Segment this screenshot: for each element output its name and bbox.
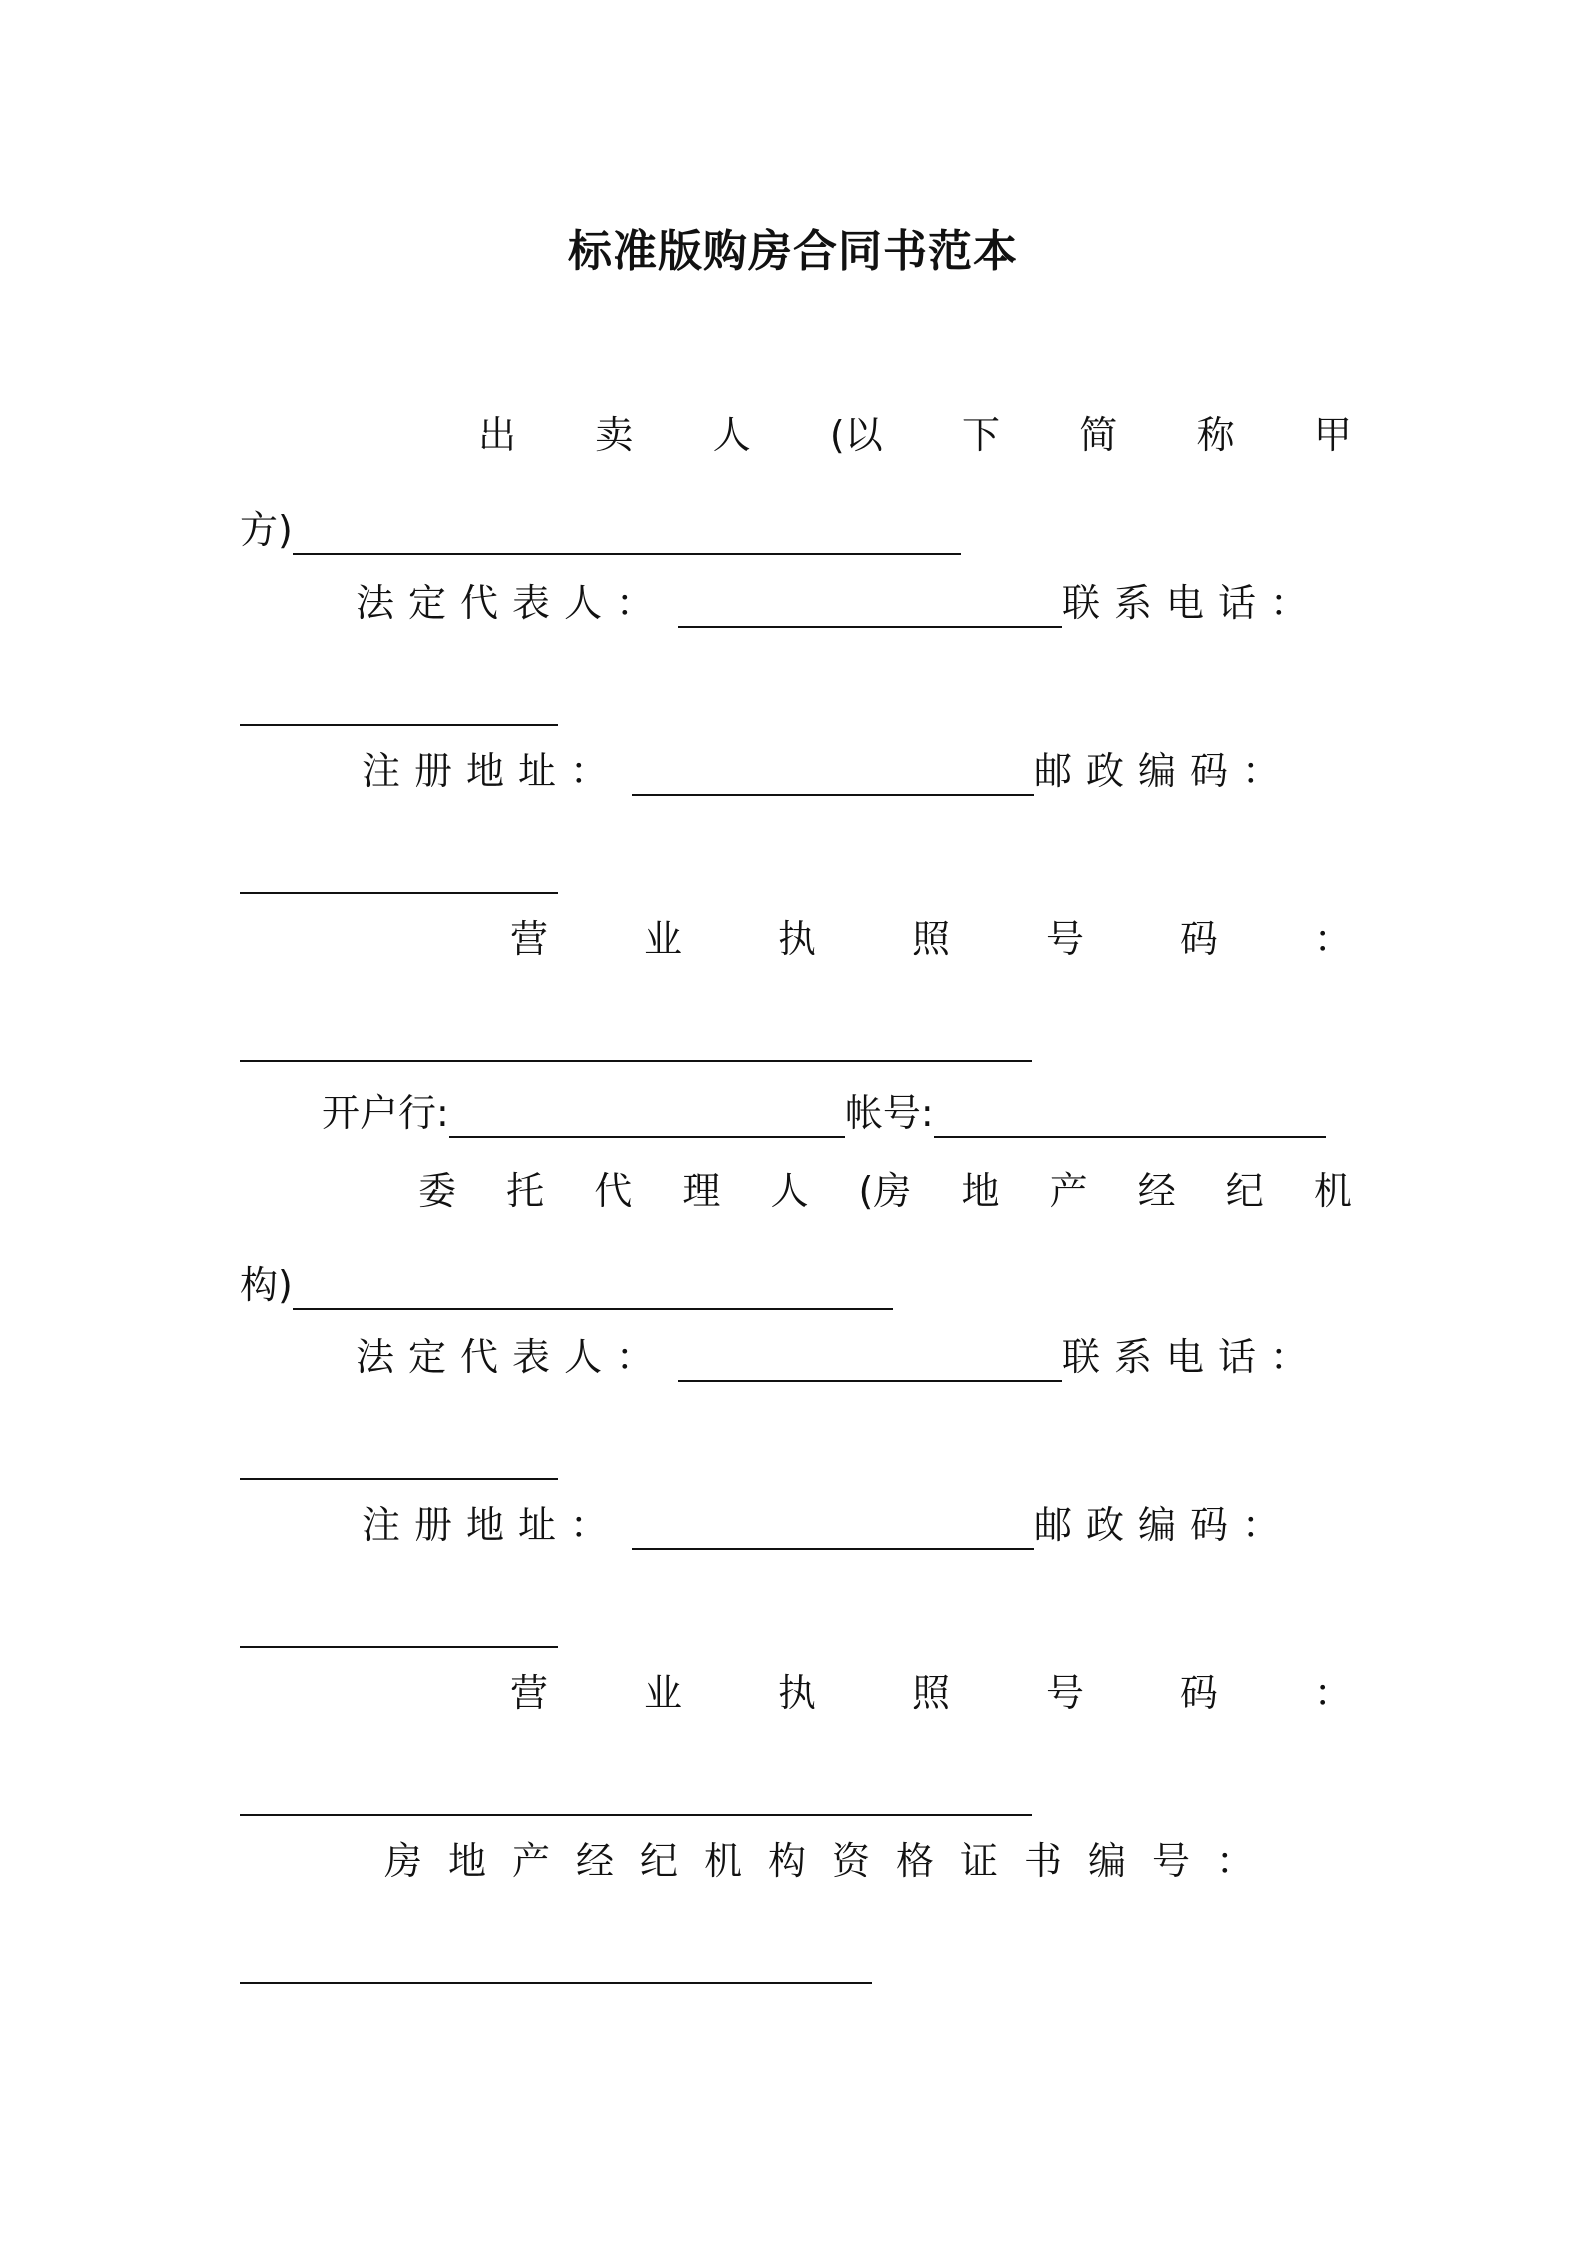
seller-license-label-char: ： xyxy=(1313,917,1352,961)
agent-label-char: 产 xyxy=(1049,1169,1088,1213)
agent-label-char: 理 xyxy=(682,1169,721,1213)
seller-bank-label: 开户行: xyxy=(322,1091,449,1135)
seller-name-line xyxy=(240,505,1352,555)
agent-name-field[interactable] xyxy=(293,1274,893,1310)
seller-legal-rep-label: 法定代表人： xyxy=(356,581,669,625)
seller-license-label-char: 业 xyxy=(643,917,682,961)
seller-label-char: (以 xyxy=(829,413,883,457)
agent-license-label-char: 号 xyxy=(1045,1671,1084,1715)
seller-license-label-char: 营 xyxy=(510,917,549,961)
seller-label-char: 称 xyxy=(1196,413,1235,457)
seller-label-char: 人 xyxy=(712,413,751,457)
agent-license-label-char: 营 xyxy=(510,1671,549,1715)
agent-name-line xyxy=(240,1260,1352,1310)
agent-label-char: (房 xyxy=(858,1169,912,1213)
seller-label-char: 下 xyxy=(962,413,1001,457)
agent-label-char: 纪 xyxy=(1225,1169,1264,1213)
agent-legal-rep-label: 法定代表人： xyxy=(356,1335,669,1379)
agent-cert-label-line xyxy=(384,1836,1352,1886)
agent-label-char: 委 xyxy=(418,1169,457,1213)
agent-license-field[interactable] xyxy=(240,1780,1032,1816)
seller-label-char: 甲 xyxy=(1313,413,1352,457)
seller-label-char: 出 xyxy=(478,413,517,457)
seller-account-label: 帐号: xyxy=(844,1091,934,1135)
seller-postcode-line xyxy=(240,858,1352,894)
agent-label-char: 地 xyxy=(961,1169,1000,1213)
document-title: 标准版购房合同书范本 xyxy=(568,226,1018,277)
seller-license-label-line xyxy=(510,914,1352,964)
seller-address-field[interactable] xyxy=(632,760,1034,796)
agent-cert-label: 房地产经纪机构资格证书编号： xyxy=(384,1839,1281,1883)
seller-phone-line xyxy=(240,690,1352,726)
agent-license-label-char: 执 xyxy=(777,1671,816,1715)
seller-label-char: 简 xyxy=(1079,413,1118,457)
seller-account-field[interactable] xyxy=(934,1102,1326,1138)
seller-license-label-char: 号 xyxy=(1045,917,1084,961)
seller-license-line xyxy=(240,1026,1352,1062)
agent-label-line xyxy=(418,1166,1352,1216)
agent-license-label-char: ： xyxy=(1313,1671,1352,1715)
agent-license-line xyxy=(240,1780,1352,1816)
seller-license-label-char: 照 xyxy=(911,917,950,961)
seller-postcode-label: 邮政编码： xyxy=(1034,749,1295,793)
agent-label-char: 代 xyxy=(594,1169,633,1213)
agent-address-field[interactable] xyxy=(632,1514,1034,1550)
seller-license-label-char: 码 xyxy=(1179,917,1218,961)
agent-postcode-line xyxy=(240,1612,1352,1648)
seller-license-label-char: 执 xyxy=(777,917,816,961)
seller-label-line xyxy=(478,410,1352,460)
seller-address-label: 注册地址： xyxy=(362,749,623,793)
agent-license-label-char: 码 xyxy=(1179,1671,1218,1715)
seller-name-field[interactable] xyxy=(293,519,961,555)
agent-phone-field[interactable] xyxy=(240,1444,558,1480)
agent-label-char: 机 xyxy=(1313,1169,1352,1213)
agent-label-tail: 构) xyxy=(240,1263,293,1307)
agent-postcode-field[interactable] xyxy=(240,1612,558,1648)
agent-postcode-label: 邮政编码： xyxy=(1034,1503,1295,1547)
agent-license-label-char: 业 xyxy=(643,1671,682,1715)
agent-address-line xyxy=(362,1500,1352,1550)
agent-license-label-line xyxy=(510,1668,1352,1718)
seller-postcode-field[interactable] xyxy=(240,858,558,894)
agent-cert-line xyxy=(240,1948,1352,1984)
seller-bank-line xyxy=(322,1088,1356,1138)
seller-legal-rep-line xyxy=(356,578,1352,628)
seller-license-field[interactable] xyxy=(240,1026,1032,1062)
agent-label-char: 托 xyxy=(506,1169,545,1213)
seller-label-char: 卖 xyxy=(595,413,634,457)
agent-label-char: 经 xyxy=(1137,1169,1176,1213)
agent-address-label: 注册地址： xyxy=(362,1503,623,1547)
agent-phone-line xyxy=(240,1444,1352,1480)
agent-legal-rep-field[interactable] xyxy=(678,1346,1062,1382)
seller-address-line xyxy=(362,746,1352,796)
seller-bank-field[interactable] xyxy=(449,1102,845,1138)
agent-cert-field[interactable] xyxy=(240,1948,872,1984)
agent-license-label-char: 照 xyxy=(911,1671,950,1715)
seller-phone-field[interactable] xyxy=(240,690,558,726)
agent-label-char: 人 xyxy=(770,1169,809,1213)
agent-legal-rep-line xyxy=(356,1332,1352,1382)
seller-legal-rep-field[interactable] xyxy=(678,592,1062,628)
seller-label-tail: 方) xyxy=(240,508,293,552)
seller-phone-label: 联系电话： xyxy=(1062,581,1323,625)
agent-phone-label: 联系电话： xyxy=(1062,1335,1323,1379)
